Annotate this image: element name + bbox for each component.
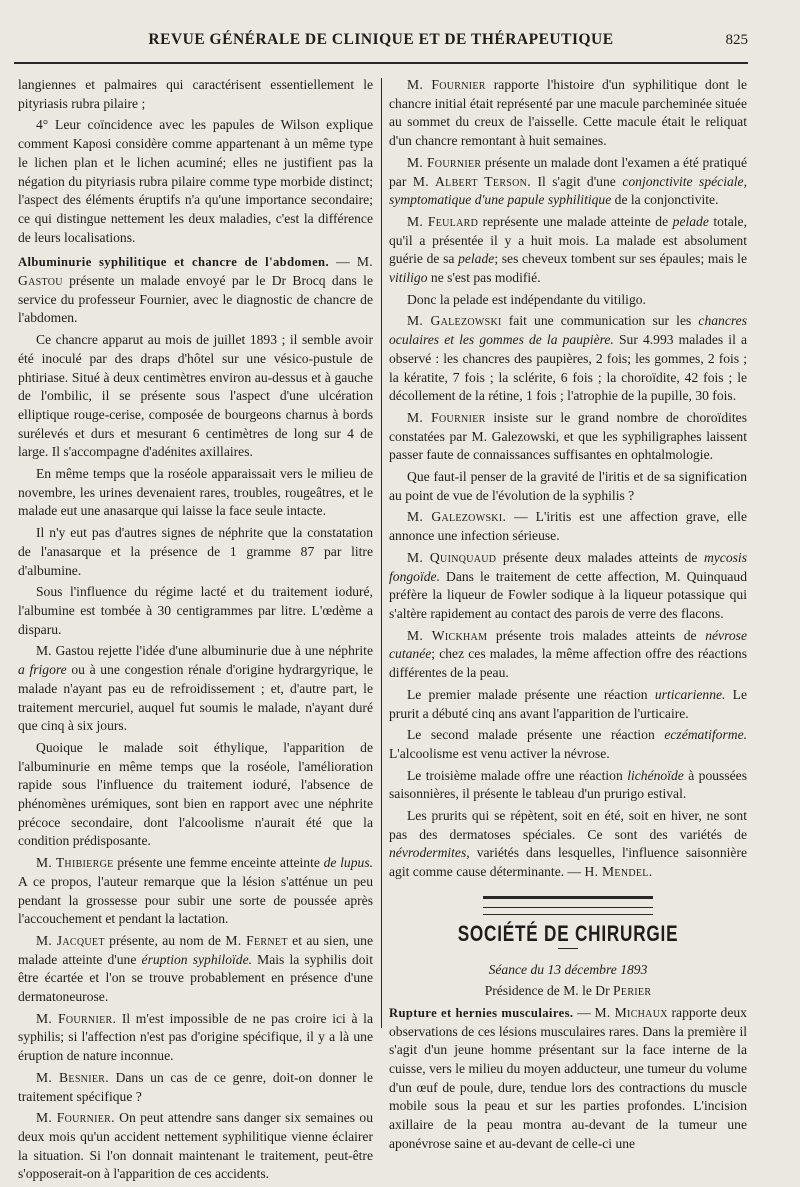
paragraph: M. Jacquet présente, au nom de M. Fernet et au sien, une malade atteinte d'une éruption syphiloïde. Mais la syphilis doit être écartée et l'on se trouve probablement en présence d'une dermatoneurose. (18, 932, 373, 1005)
page-header (14, 28, 748, 52)
author-signature: H. Mendel. (584, 864, 653, 880)
paragraph: M. Fournier insiste sur le grand nombre de choroïdites constatées par M. Galezowski, et que les syphiligraphes laissent passer faute de connaissances suffisantes en ophtalmologie. (389, 409, 748, 463)
paragraph: M. Thibierge présente une femme enceinte atteinte de lupus. A ce propos, l'auteur remarque que la lésion s'atténue un peu pendant la grossesse pour subir une sorte de poussée après l'accouchement et pendant la lactation. (18, 855, 374, 927)
section-title-rule (558, 948, 578, 949)
page-number: 825 (725, 31, 748, 48)
paragraph: Ce chancre apparut au mois de juillet 1893 ; il semble avoir été inoculé par des draps d'hôtel sur une vésico-pustule de phtiriase. Situé à deux centimètres environ au-dessus et à gauche de l'ombilic, il se présente sous l'aspect d'une ulcération elliptique rouge-cerise, composée de bourgeons charnus à bords surélevés et durs et mesurant 6 centimètres de long sur 4 de large. Il s'accompagne d'adénites axillaires. (18, 332, 373, 460)
paragraph: M. Galezowski fait une communication sur les chancres oculaires et les gommes de la paupière. Sur 4.993 malades il a observé : les chancres des paupières, 2 fois; les gommes, 2 fois ; la kératite, 7 fois ; la sclérite, 6 fois ; la choroïdite, 42 fois ; le décollement de la rétine, 1 fois ; l'atrophie de la pupille, 30 fois. (389, 313, 748, 404)
paragraph: M. Fournier. Il m'est impossible de ne pas croire ici à la syphilis; si l'affection n'est pas d'origine spécifique, il y a là une éruption de nature inconnue. (18, 1010, 373, 1064)
session-presidency: Présidence de M. le Dr Perier (484, 983, 652, 999)
paragraph: langiennes et palmaires qui caractérisent essentiellement le pityriasis rubra pilaire ; (18, 77, 373, 111)
session-date: Séance du 13 décembre 1893 (488, 961, 648, 977)
paragraph: M. Fournier présente un malade dont l'examen a été pratiqué par M. Albert Terson. Il s'agit d'une conjonctivite spéciale, symptomatique d'une papule syphilitique de la conjonctivite. (389, 154, 747, 208)
paragraph: 4° Leur coïncidence avec les papules de Wilson explique comment Kaposi considère comme appartenant à un même type le lichen plan et le lichen acuminé; elles ne justifient pas la négation du pityriasis rubra pilaire comme type morbide distinct; l'aspect des éléments éruptifs n'a qu'une importance secondaire; ce qui distingue nettement les deux maladies, c'est la différence de leurs localisations. (18, 117, 373, 245)
paragraph: Que faut-il penser de la gravité de l'iritis et de sa signification au point de vue de l'évolution de la syphilis ? (389, 469, 747, 503)
column-separator (381, 78, 382, 1028)
journal-title: REVUE GÉNÉRALE DE CLINIQUE ET DE THÉRAPEUTIQUE (148, 31, 614, 48)
section-ornament-rule (483, 914, 653, 915)
section-heading-albuminurie: Albuminurie syphilitique et chancre de l'abdomen. (18, 255, 330, 270)
paragraph: Quoique le malade soit éthylique, l'apparition de l'albuminurie en même temps que la roséole, l'amélioration rapide sous l'influence du traitement ioduré, l'absence de phénomènes urémiques, sont bien en rapport avec une néphrite précoce secondaire, dont l'alcoolisme n'aurait été que la condition prédisposante. (18, 739, 373, 849)
paragraph: En même temps que la roséole apparaissait vers le milieu de novembre, les urines devenaient rares, troubles, rougeâtres, et le malade eut une anasarque qui laisse la face seule intacte. (18, 466, 373, 519)
paragraph: M. Galezowski. — L'iritis est une affection grave, elle annonce une infection sérieuse. (389, 509, 747, 544)
paragraph: Le premier malade présente une réaction urticarienne. Le prurit a débuté cinq ans avant l'apparition de l'urticaire. (389, 686, 747, 721)
paragraph: Le troisième malade offre une réaction lichénoïde à poussées saisonnières, il présente le tableau d'un prurigo estival. (389, 767, 747, 802)
paragraph: Sous l'influence du régime lacté et du traitement ioduré, l'albumine est tombée à 30 centigrammes par litre. L'œdème a disparu. (18, 584, 373, 637)
section-title: SOCIÉTÉ DE CHIRURGIE (457, 920, 679, 946)
paragraph: M. Wickham présente trois malades atteints de névrose cutanée; chez ces malades, la même affection offre des réactions différentes de la peau. (389, 627, 747, 681)
header-rule (14, 62, 748, 64)
paragraph: Rupture et hernies musculaires. — M. Michaux rapporte deux observations de ces lésions musculaires rares. Dans la première il s'agit d'un jeune homme présentant sur la face interne de la cuisse, vers le milieu du moyen adducteur, une tumeur du volume d'un œuf de poule, dure, tendue lors des contractions du muscle mobile sous la peau et sur les parties profondes. L'incision axillaire de la peau montra au-devant de la tumeur une aponévrose saine et au-devant de celle-ci une (389, 1004, 747, 1151)
paragraph: M. Fournier rapporte l'histoire d'un syphilitique dont le chancre initial était représenté par une macule parcheminée située au sommet du creux de l'aisselle. Cette macule était le reliquat d'un chancre remontant à huit semaines. (389, 77, 748, 149)
paragraph: Donc la pelade est indépendante du vitiligo. (407, 291, 646, 307)
right-column (389, 76, 747, 1157)
section-heading-rupture: Rupture et hernies musculaires. (389, 1005, 574, 1020)
left-column (18, 76, 373, 1187)
paragraph: M. Gastou rejette l'idée d'une albuminurie due à une néphrite a frigore ou à une congestion rénale d'origine hydrargyrique, le malade n'ayant pas eu de refroidissement ; et, d'autre part, le traitement mercuriel, auquel fut soumis le malade, n'ayant duré que cinq à six jours. (18, 643, 374, 734)
paragraph: Les prurits qui se répètent, soit en été, soit en hiver, ne sont pas des dermatoses spéciales. Ce sont des variétés de névrodermites, variétés dans lesquelles, l'influence saisonnière agit comme cause déterminante. — H. Mendel. (389, 808, 748, 880)
paragraph: M. Quinquaud présente deux malades atteints de mycosis fongoïde. Dans le traitement de cette affection, M. Quinquaud préfère la liqueur de Fowler sodique à la liqueur potassique qui s'altère rapidement au contact des parois de verre des flacons. (389, 549, 747, 621)
paragraph: M. Fournier. On peut attendre sans danger six semaines ou deux mois qu'un accident nettement syphilitique vienne éclairer la situation. Si l'on donnait maintenant le traitement, peut-être s'opposerait-on à l'apparition de ces accidents. (18, 1110, 373, 1182)
section-ornament (483, 896, 653, 908)
paragraph: Le second malade présente une réaction eczématiforme. L'alcoolisme est venu activer la névrose. (389, 727, 748, 761)
paragraph: Albuminurie syphilitique et chancre de l'abdomen. — M. Gastou présente un malade envoyé par le Dr Brocq dans le service du professeur Fournier, avec le diagnostic de chancre de l'abdomen. (18, 254, 373, 326)
paragraph: M. Besnier. Dans un cas de ce genre, doit-on donner le traitement spécifique ? (18, 1069, 373, 1104)
paragraph: M. Feulard représente une malade atteinte de pelade totale, qu'il a présentée il y a huit mois. La malade est absolument guérie de sa pelade; ses cheveux tombent sur ses épaules; mais le vitiligo ne s'est pas modifié. (389, 213, 747, 286)
paragraph: Il n'y eut pas d'autres signes de néphrite que la constatation de l'anasarque et la présence de 1 gramme 87 par litre d'albumine. (18, 525, 373, 578)
